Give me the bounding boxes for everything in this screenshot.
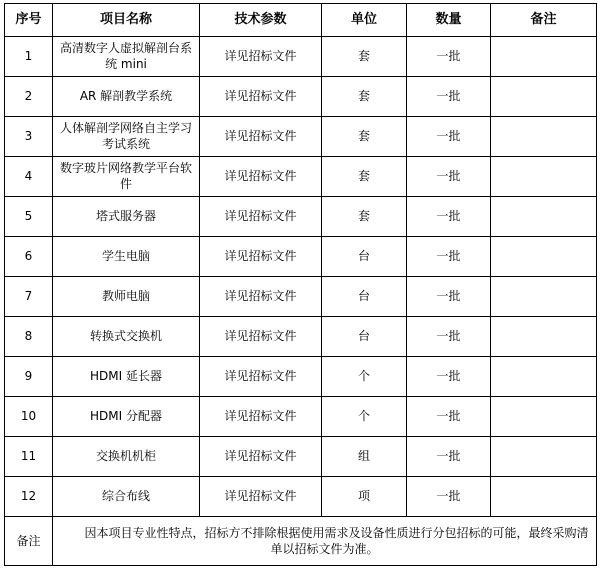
cell-name: AR 解剖教学系统 [53,76,200,116]
cell-name: HDMI 分配器 [53,396,200,436]
table-row [5,436,597,476]
cell-unit: 组 [322,436,407,476]
cell-qty: 一批 [407,156,491,196]
cell-unit: 个 [322,396,407,436]
cell-spec: 详见招标文件 [200,396,322,436]
header-row [5,4,597,37]
cell-spec: 详见招标文件 [200,236,322,276]
cell-no: 7 [5,276,53,316]
cell-remark [491,116,597,156]
cell-no: 11 [5,436,53,476]
cell-unit: 个 [322,356,407,396]
header-qty: 数量 [407,4,491,37]
cell-no: 3 [5,116,53,156]
cell-qty: 一批 [407,37,491,77]
cell-remark [491,236,597,276]
cell-unit: 台 [322,236,407,276]
cell-name: HDMI 延长器 [53,356,200,396]
procurement-table [4,3,597,566]
cell-remark [491,156,597,196]
cell-qty: 一批 [407,396,491,436]
table-row [5,396,597,436]
cell-remark [491,436,597,476]
cell-unit: 台 [322,276,407,316]
cell-name: 转换式交换机 [53,316,200,356]
cell-no: 10 [5,396,53,436]
cell-name: 学生电脑 [53,236,200,276]
note-label: 备注 [5,516,53,565]
cell-remark [491,196,597,236]
cell-name: 人体解剖学网络自主学习考试系统 [53,116,200,156]
cell-qty: 一批 [407,276,491,316]
cell-remark [491,76,597,116]
cell-qty: 一批 [407,476,491,516]
table-row [5,476,597,516]
cell-qty: 一批 [407,436,491,476]
cell-spec: 详见招标文件 [200,476,322,516]
cell-qty: 一批 [407,236,491,276]
cell-no: 4 [5,156,53,196]
cell-remark [491,476,597,516]
cell-qty: 一批 [407,116,491,156]
cell-name: 综合布线 [53,476,200,516]
cell-unit: 套 [322,37,407,77]
cell-no: 9 [5,356,53,396]
cell-name: 教师电脑 [53,276,200,316]
cell-remark [491,356,597,396]
cell-unit: 套 [322,76,407,116]
cell-spec: 详见招标文件 [200,356,322,396]
cell-name: 交换机机柜 [53,436,200,476]
cell-spec: 详见招标文件 [200,76,322,116]
cell-no: 8 [5,316,53,356]
note-row [5,516,597,565]
cell-remark [491,316,597,356]
cell-no: 6 [5,236,53,276]
cell-name: 数字玻片网络教学平台软件 [53,156,200,196]
cell-qty: 一批 [407,316,491,356]
cell-unit: 项 [322,476,407,516]
table-row [5,316,597,356]
header-spec: 技术参数 [200,4,322,37]
cell-qty: 一批 [407,356,491,396]
cell-name: 塔式服务器 [53,196,200,236]
table-row [5,76,597,116]
table-row [5,196,597,236]
cell-remark [491,37,597,77]
cell-remark [491,396,597,436]
cell-name: 高清数字人虚拟解剖台系统 mini [53,37,200,77]
cell-spec: 详见招标文件 [200,276,322,316]
cell-unit: 台 [322,316,407,356]
cell-qty: 一批 [407,76,491,116]
cell-qty: 一批 [407,196,491,236]
cell-no: 1 [5,37,53,77]
cell-remark [491,276,597,316]
note-text [53,516,597,565]
table-row [5,276,597,316]
cell-spec: 详见招标文件 [200,196,322,236]
cell-spec: 详见招标文件 [200,37,322,77]
header-no: 序号 [5,4,53,37]
header-name: 项目名称 [53,4,200,37]
cell-no: 2 [5,76,53,116]
cell-unit: 套 [322,156,407,196]
table-row [5,116,597,156]
table-row [5,356,597,396]
cell-spec: 详见招标文件 [200,116,322,156]
table-row [5,156,597,196]
cell-spec: 详见招标文件 [200,316,322,356]
cell-unit: 套 [322,116,407,156]
cell-spec: 详见招标文件 [200,436,322,476]
header-unit: 单位 [322,4,407,37]
cell-no: 5 [5,196,53,236]
table-row [5,236,597,276]
cell-spec: 详见招标文件 [200,156,322,196]
note-text-content: 因本项目专业性特点，招标方不排除根据使用需求及设备性质进行分包招标的可能，最终采购清单以招标文件为准。 [84,525,589,556]
cell-no: 12 [5,476,53,516]
cell-unit: 套 [322,196,407,236]
header-remark: 备注 [491,4,597,37]
table-row [5,37,597,77]
